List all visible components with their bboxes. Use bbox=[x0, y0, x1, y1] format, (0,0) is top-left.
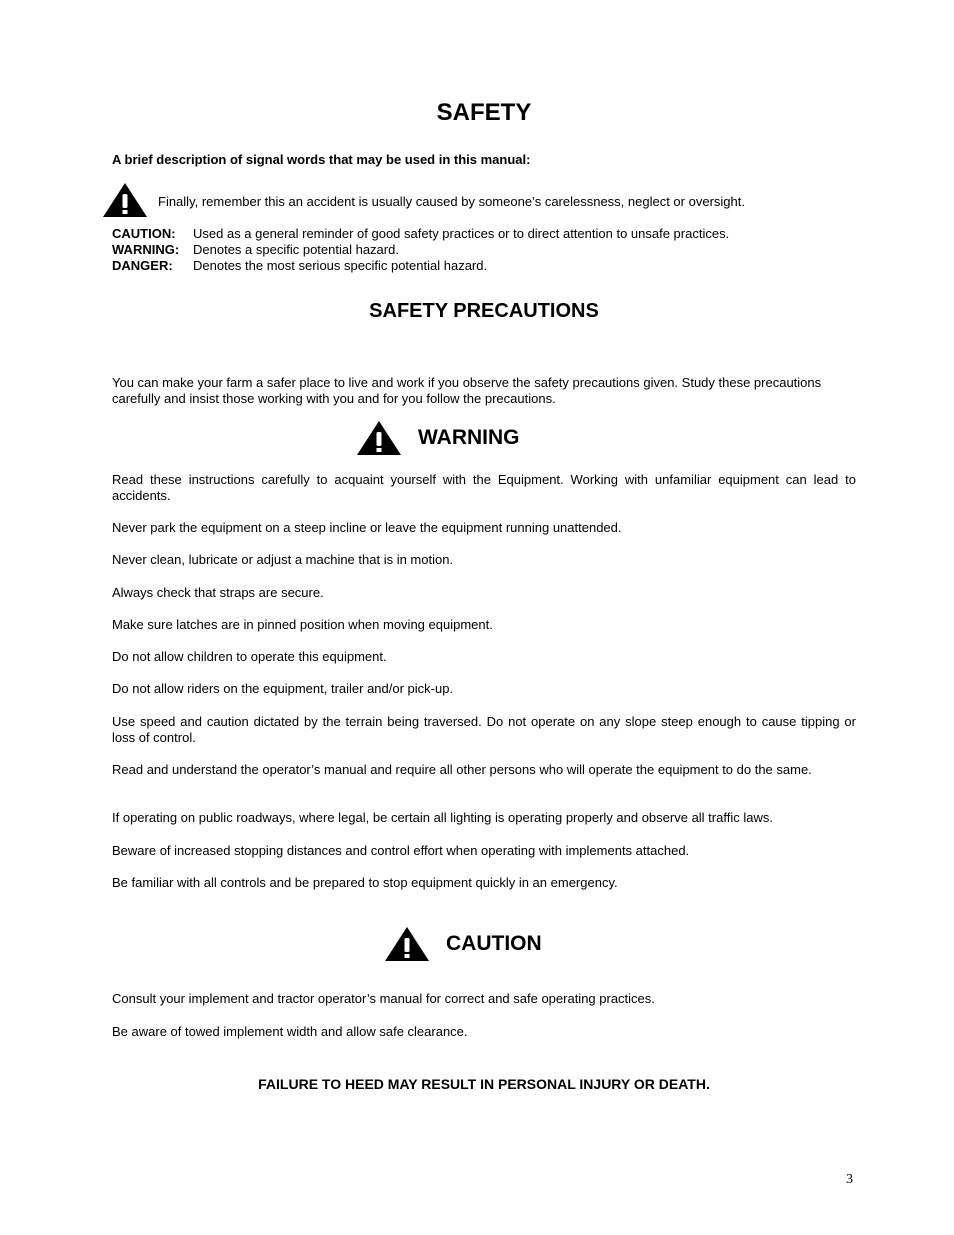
failure-warning-note: FAILURE TO HEED MAY RESULT IN PERSONAL INJURY OR DEATH. bbox=[258, 1076, 710, 1092]
definition-text: Denotes the most serious specific potential hazard. bbox=[193, 258, 488, 273]
definition-text: Used as a general reminder of good safety practices or to direct attention to unsafe practices. bbox=[193, 226, 730, 241]
signal-words-intro: A brief description of signal words that may be used in this manual: bbox=[112, 152, 531, 167]
warning-item: Always check that straps are secure. bbox=[112, 585, 324, 600]
warning-icon bbox=[356, 420, 402, 456]
caution-item: Consult your implement and tractor operator’s manual for correct and safe operating practices. bbox=[112, 991, 655, 1006]
warning-item: Do not allow children to operate this equipment. bbox=[112, 649, 387, 664]
definition-text: Denotes a specific potential hazard. bbox=[193, 242, 399, 257]
caution-item: Be aware of towed implement width and allow safe clearance. bbox=[112, 1024, 468, 1039]
page-title: SAFETY bbox=[436, 99, 532, 126]
warning-item: Make sure latches are in pinned position when moving equipment. bbox=[112, 617, 493, 632]
caution-icon bbox=[384, 926, 430, 962]
definition-term: WARNING: bbox=[112, 242, 180, 257]
precautions-intro: You can make your farm a safer place to live and work if you observe the safety precautions given. Study these precautions carefully and insist those working with you and for you follow the precautions. bbox=[112, 375, 822, 406]
warning-item: Do not allow riders on the equipment, trailer and/or pick-up. bbox=[112, 681, 454, 696]
warning-item: Beware of increased stopping distances and control effort when operating with implements attached. bbox=[112, 843, 690, 858]
warning-item: Never park the equipment on a steep incline or leave the equipment running unattended. bbox=[112, 520, 622, 535]
definition-term: DANGER: bbox=[112, 258, 173, 273]
safety-alert-text: Finally, remember this an accident is usually caused by someone’s carelessness, neglect or oversight. bbox=[158, 193, 745, 209]
definition-row bbox=[112, 258, 729, 274]
definition-row bbox=[112, 226, 729, 242]
section-title: SAFETY PRECAUTIONS bbox=[369, 300, 599, 322]
caution-label: CAUTION bbox=[446, 932, 542, 955]
warning-item: Never clean, lubricate or adjust a machine that is in motion. bbox=[112, 552, 454, 567]
warning-label: WARNING bbox=[418, 426, 520, 449]
page-number: 3 bbox=[846, 1172, 853, 1187]
warning-item: Read these instructions carefully to acquaint yourself with the Equipment. Working with unfamiliar equipment can lead to accidents. bbox=[112, 472, 856, 503]
warning-item: Use speed and caution dictated by the terrain being traversed. Do not operate on any slope steep enough to cause tipping or loss of control. bbox=[112, 714, 856, 745]
warning-item: If operating on public roadways, where legal, be certain all lighting is operating properly and observe all traffic laws. bbox=[112, 810, 773, 825]
warning-heading bbox=[356, 420, 520, 456]
warning-item: Be familiar with all controls and be prepared to stop equipment quickly in an emergency. bbox=[112, 875, 618, 890]
definition-term: CAUTION: bbox=[112, 226, 176, 241]
warning-item: Read and understand the operator’s manual and require all other persons who will operate the equipment to do the same. bbox=[112, 762, 812, 777]
safety-alert-icon bbox=[102, 182, 148, 218]
signal-word-definitions bbox=[112, 226, 729, 274]
caution-heading bbox=[384, 926, 542, 962]
safety-alert-row bbox=[102, 182, 745, 218]
definition-row bbox=[112, 242, 729, 258]
